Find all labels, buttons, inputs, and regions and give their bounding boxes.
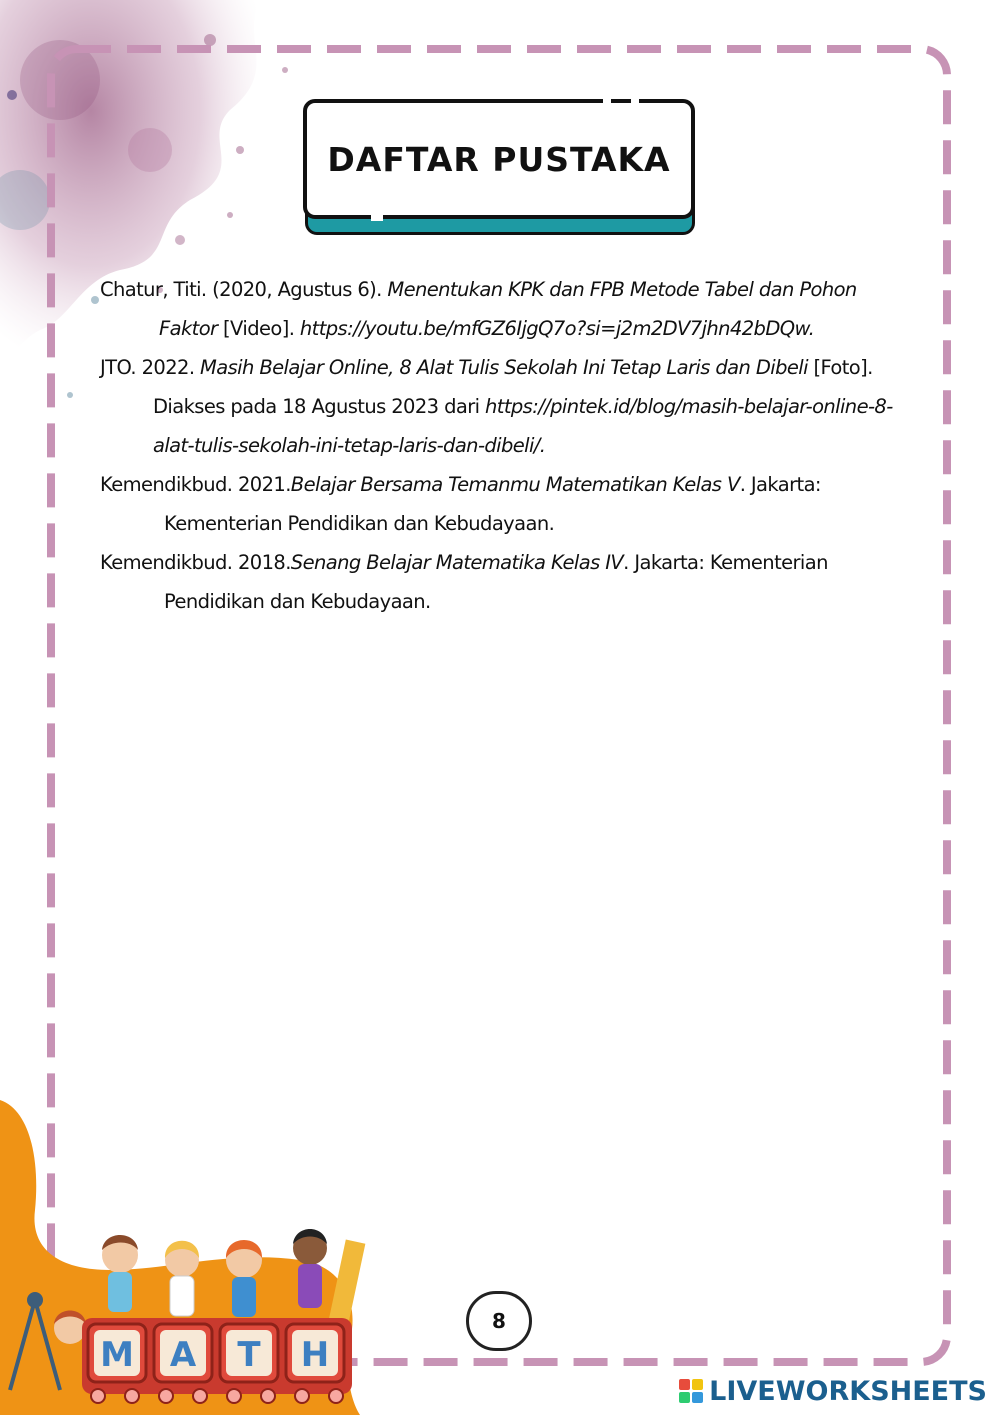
liveworksheets-brand (679, 1374, 987, 1408)
math-letter-t: T (237, 1335, 261, 1375)
reference-line (100, 504, 930, 543)
page-number: 8 (466, 1291, 532, 1351)
reference-line (100, 543, 930, 582)
page-title: DAFTAR PUSTAKA (327, 139, 671, 179)
reference-entry (100, 348, 930, 465)
reference-title: Belajar Bersama Temanmu Matematikan Kelas V (290, 473, 740, 496)
math-letter-m: M (100, 1335, 134, 1375)
brand-name: LIVEWORKSHEETS (709, 1375, 987, 1407)
reference-line (100, 348, 930, 387)
reference-entry (100, 270, 930, 348)
reference-title: Senang Belajar Matematika Kelas IV (290, 551, 624, 574)
math-letter-h: H (300, 1335, 330, 1375)
reference-text: JTO. 2022. (100, 356, 201, 379)
title-box (303, 99, 695, 237)
reference-text: Pendidikan dan Kebudayaan. (164, 590, 431, 613)
reference-line (100, 582, 930, 621)
math-letter-a: A (169, 1335, 197, 1375)
reference-line (100, 426, 930, 465)
reference-line (100, 387, 930, 426)
title-box-frame (303, 99, 695, 219)
reference-list (100, 270, 930, 621)
reference-url: alat-tulis-sekolah-ini-tetap-laris-dan-dibeli/. (153, 434, 546, 457)
reference-text: [Video]. (217, 317, 300, 340)
reference-line (100, 270, 930, 309)
math-kids-illustration (0, 1100, 380, 1415)
reference-title: Menentukan KPK dan FPB Metode Tabel dan Pohon (387, 278, 857, 301)
reference-text: Kemendikbud. 2021. (100, 473, 291, 496)
reference-text: [Foto]. (807, 356, 873, 379)
reference-line (100, 465, 930, 504)
liveworksheets-logo-icon (679, 1379, 703, 1403)
reference-url: https://youtu.be/mfGZ6IjgQ7o?si=j2m2DV7jhn42bDQw. (299, 317, 815, 340)
reference-title: Faktor (159, 317, 218, 340)
reference-title: Masih Belajar Online, 8 Alat Tulis Sekolah Ini Tetap Laris dan Dibeli (200, 356, 808, 379)
reference-text: . Jakarta: (739, 473, 821, 496)
reference-text: Diakses pada 18 Agustus 2023 dari (153, 395, 486, 418)
reference-text: Kemendikbud. 2018. (100, 551, 291, 574)
reference-text: Chatur, Titi. (2020, Agustus 6). (100, 278, 388, 301)
reference-text: Kementerian Pendidikan dan Kebudayaan. (164, 512, 555, 535)
reference-entry (100, 543, 930, 621)
reference-entry (100, 465, 930, 543)
reference-text: . Jakarta: Kementerian (623, 551, 828, 574)
reference-line (100, 309, 930, 348)
reference-url: https://pintek.id/blog/masih-belajar-online-8- (485, 395, 893, 418)
